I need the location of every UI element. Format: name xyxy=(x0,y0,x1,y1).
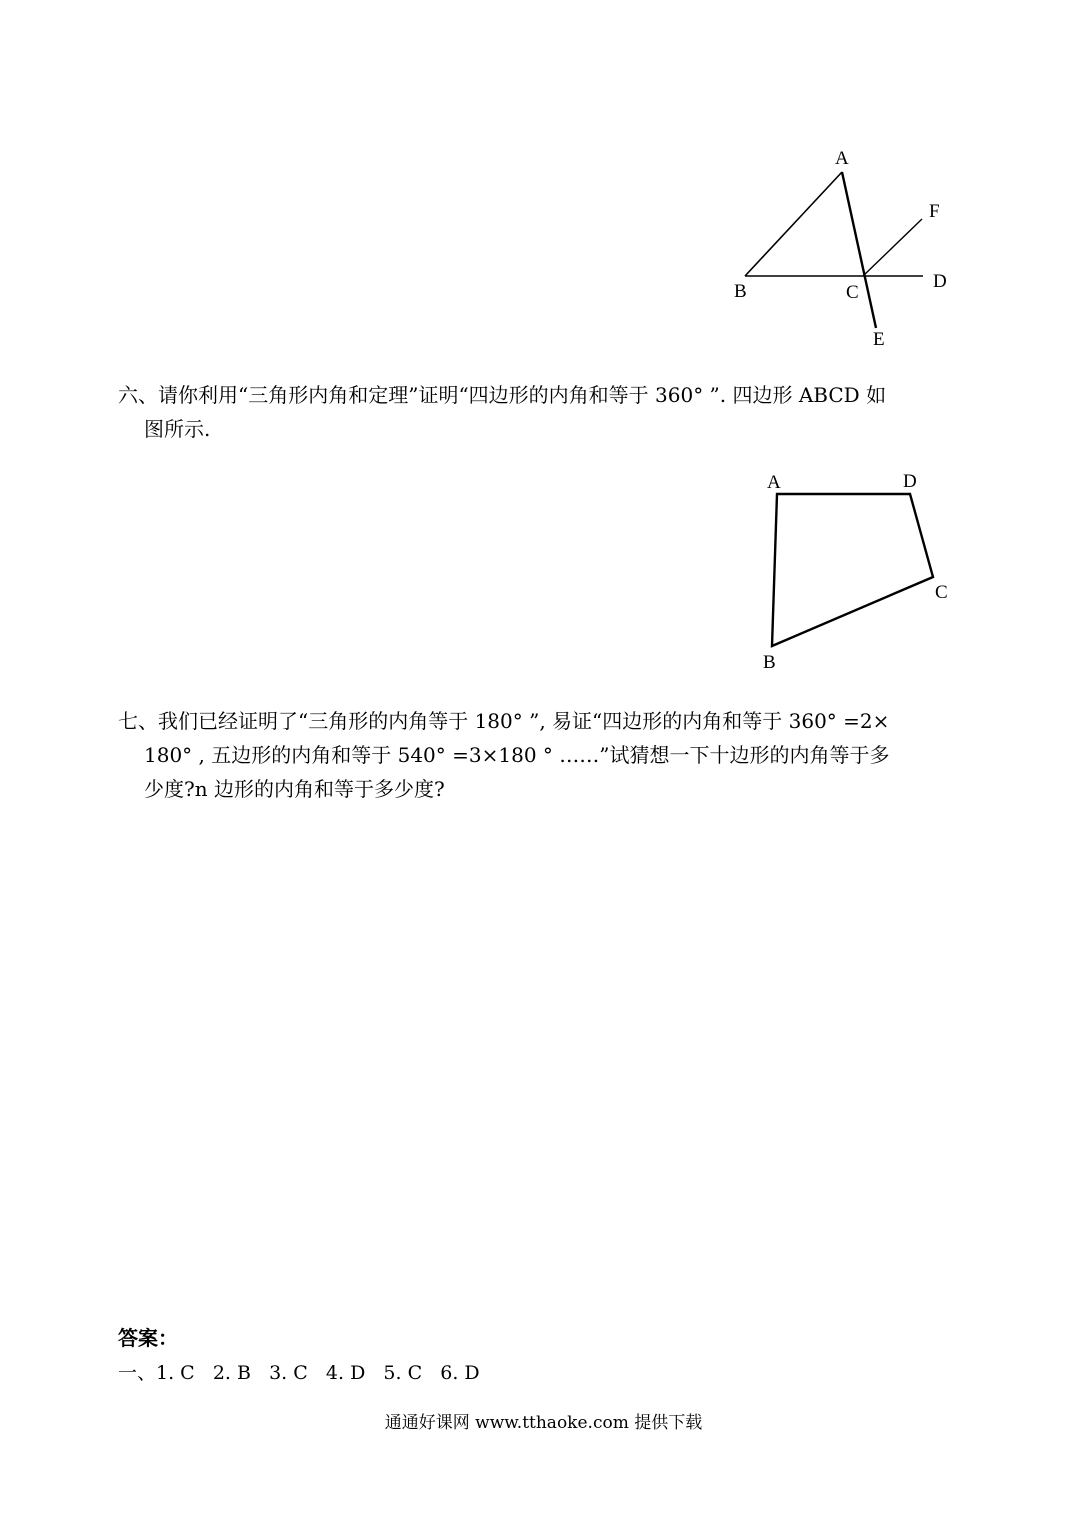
question-7-line-2: 180° , 五边形的内角和等于 540° =3×180 ° ……”试猜想一下十边形的内角等于多 xyxy=(144,743,890,767)
segment-ab xyxy=(745,172,842,276)
question-6 xyxy=(118,378,978,446)
label-c: C xyxy=(846,282,859,303)
answers-heading: 答案： xyxy=(118,1326,178,1350)
footer-credit: 通通好课网 www.tthaoke.com 提供下载 xyxy=(384,1413,703,1433)
label-d: D xyxy=(933,271,947,292)
answers-line-1: 一、1. C 2. B 3. C 4. D 5. C 6. D xyxy=(118,1362,480,1384)
label-b: B xyxy=(763,652,776,673)
label-a: A xyxy=(835,148,849,169)
line-ae xyxy=(842,172,876,328)
label-c: C xyxy=(935,582,948,603)
label-d: D xyxy=(903,471,917,492)
question-7 xyxy=(118,704,978,806)
ray-cf xyxy=(863,219,922,276)
figure-quadrilateral-abcd xyxy=(750,465,960,680)
quadrilateral-abcd xyxy=(772,494,933,646)
label-b: B xyxy=(734,281,747,302)
label-e: E xyxy=(873,329,885,350)
question-7-line-1: 七、我们已经证明了“三角形的内角等于 180° ”, 易证“四边形的内角和等于 360° =2× xyxy=(118,709,890,733)
question-6-line-2: 图所示. xyxy=(144,417,211,441)
question-6-line-1: 六、请你利用“三角形内角和定理”证明“四边形的内角和等于 360° ”. 四边形 ABCD 如 xyxy=(118,383,887,407)
figure-triangle-abc xyxy=(720,140,960,355)
question-7-line-3: 少度?n 边形的内角和等于多少度? xyxy=(144,777,445,801)
label-f: F xyxy=(929,201,940,222)
label-a: A xyxy=(767,472,781,493)
